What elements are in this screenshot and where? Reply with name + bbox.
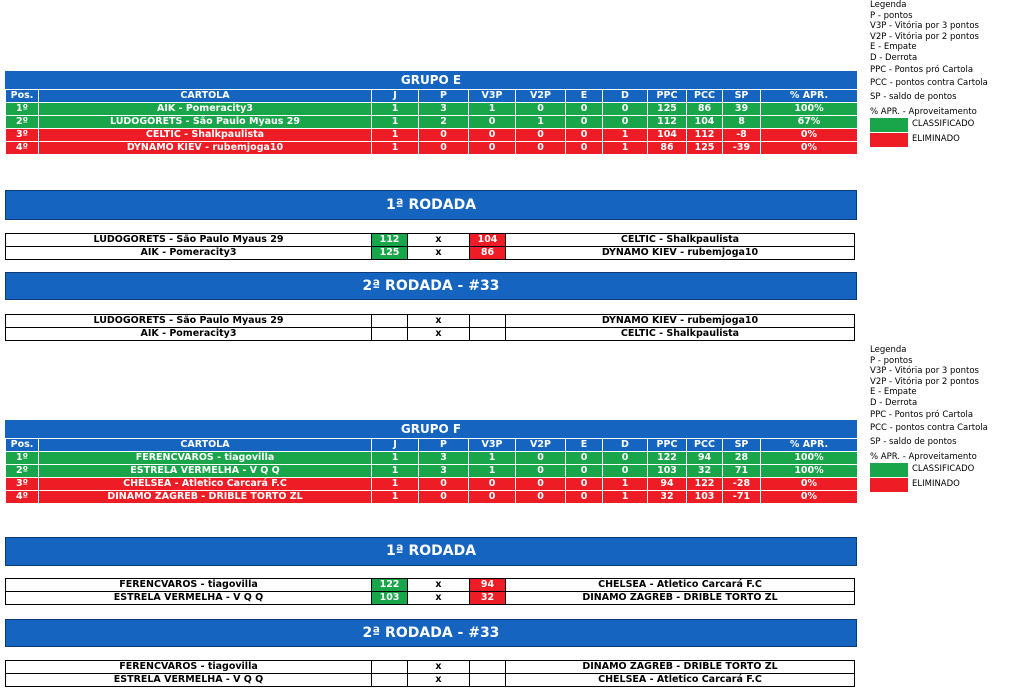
- legend-item: P - pontos: [870, 10, 913, 21]
- legend-item: PCC - pontos contra Cartola: [870, 77, 988, 88]
- legend-item: E - Empate: [870, 42, 917, 52]
- legend-bottom: [870, 345, 988, 492]
- group-e-round1-matches: [5, 233, 855, 260]
- legend-classified: CLASSIFICADO: [870, 462, 988, 477]
- legend-item: % APR. - Aproveitamento: [870, 451, 977, 462]
- legend-item: E - Empate: [870, 387, 917, 397]
- table-row: 4º DYNAMO KIEV - rubemjoga10 1 0 0 0 0 1 86 125 -39 0%: [6, 142, 858, 155]
- legend-item: P - pontos: [870, 355, 913, 366]
- legend-item: % APR. - Aproveitamento: [870, 106, 977, 117]
- eliminated-swatch: [870, 133, 908, 147]
- group-f-standings: [5, 420, 857, 438]
- round-title: 1ª RODADA: [5, 537, 857, 566]
- group-e-standings: [5, 71, 857, 89]
- match-row: FERENCVAROS - tiagovilla 122 x 94 CHELSEA - Atletico Carcará F.C: [6, 579, 855, 592]
- eliminated-swatch: [870, 478, 908, 492]
- legend-item: V2P - Vitória por 2 pontos: [870, 31, 979, 42]
- match-row: AIK - Pomeracity3 x CELTIC - Shalkpaulista: [6, 328, 855, 341]
- match-row: AIK - Pomeracity3 125 x 86 DYNAMO KIEV - rubemjoga10: [6, 247, 855, 260]
- match-row: ESTRELA VERMELHA - V Q Q x CHELSEA - Atletico Carcará F.C: [6, 674, 855, 687]
- table-header: Pos. CARTOLA J P V3P V2P E D PPC PCC SP % APR.: [6, 90, 858, 103]
- legend-item: SP - saldo de pontos: [870, 92, 957, 102]
- match-row: FERENCVAROS - tiagovilla x DINAMO ZAGREB - DRIBLE TORTO ZL: [6, 661, 855, 674]
- legend-eliminated: ELIMINADO: [870, 477, 988, 492]
- legend-item: PPC - Pontos pró Cartola: [870, 65, 974, 75]
- table-row: 2º ESTRELA VERMELHA - V Q Q 1 3 1 0 0 0 103 32 71 100%: [6, 465, 858, 478]
- table-row: 3º CELTIC - Shalkpaulista 1 0 0 0 0 1 104 112 -8 0%: [6, 129, 858, 142]
- classified-swatch: [870, 463, 908, 477]
- legend-item: D - Derrota: [870, 397, 918, 408]
- table-row: 2º LUDOGORETS - São Paulo Myaus 29 1 2 0 1 0 0 112 104 8 67%: [6, 116, 858, 129]
- group-title: GRUPO E: [5, 71, 857, 89]
- group-title: GRUPO F: [5, 420, 857, 438]
- legend-item: V2P - Vitória por 2 pontos: [870, 376, 979, 387]
- legend-item: V3P - Vitória por 3 pontos: [870, 366, 979, 376]
- group-f-round1-matches: [5, 578, 855, 605]
- legend-classified: CLASSIFICADO: [870, 117, 988, 132]
- group-f-round2-matches: [5, 660, 855, 687]
- group-f-table: [5, 438, 858, 504]
- round-title: 1ª RODADA: [5, 190, 857, 220]
- legend-item: D - Derrota: [870, 52, 918, 63]
- group-e-round2-matches: [5, 314, 855, 341]
- legend-title: Legenda: [870, 345, 907, 355]
- match-row: ESTRELA VERMELHA - V Q Q 103 x 32 DINAMO ZAGREB - DRIBLE TORTO ZL: [6, 592, 855, 605]
- round-title: 2ª RODADA - #33: [5, 619, 857, 647]
- legend-item: V3P - Vitória por 3 pontos: [870, 21, 979, 31]
- classified-swatch: [870, 118, 908, 132]
- legend-item: PPC - Pontos pró Cartola: [870, 410, 974, 420]
- table-row: 1º AIK - Pomeracity3 1 3 1 0 0 0 125 86 39 100%: [6, 103, 858, 116]
- legend-eliminated: ELIMINADO: [870, 132, 988, 147]
- match-row: LUDOGORETS - São Paulo Myaus 29 x DYNAMO KIEV - rubemjoga10: [6, 315, 855, 328]
- table-row: 1º FERENCVAROS - tiagovilla 1 3 1 0 0 0 122 94 28 100%: [6, 452, 858, 465]
- legend-title: Legenda: [870, 0, 907, 10]
- legend-item: SP - saldo de pontos: [870, 437, 957, 447]
- table-row: 4º DINAMO ZAGREB - DRIBLE TORTO ZL 1 0 0 0 0 1 32 103 -71 0%: [6, 491, 858, 504]
- match-row: LUDOGORETS - São Paulo Myaus 29 112 x 104 CELTIC - Shalkpaulista: [6, 234, 855, 247]
- legend-top: [870, 0, 988, 147]
- table-header: Pos. CARTOLA J P V3P V2P E D PPC PCC SP % APR.: [6, 439, 858, 452]
- round-title: 2ª RODADA - #33: [5, 272, 857, 300]
- group-e-table: [5, 89, 858, 155]
- table-row: 3º CHELSEA - Atletico Carcará F.C 1 0 0 0 0 1 94 122 -28 0%: [6, 478, 858, 491]
- legend-item: PCC - pontos contra Cartola: [870, 422, 988, 433]
